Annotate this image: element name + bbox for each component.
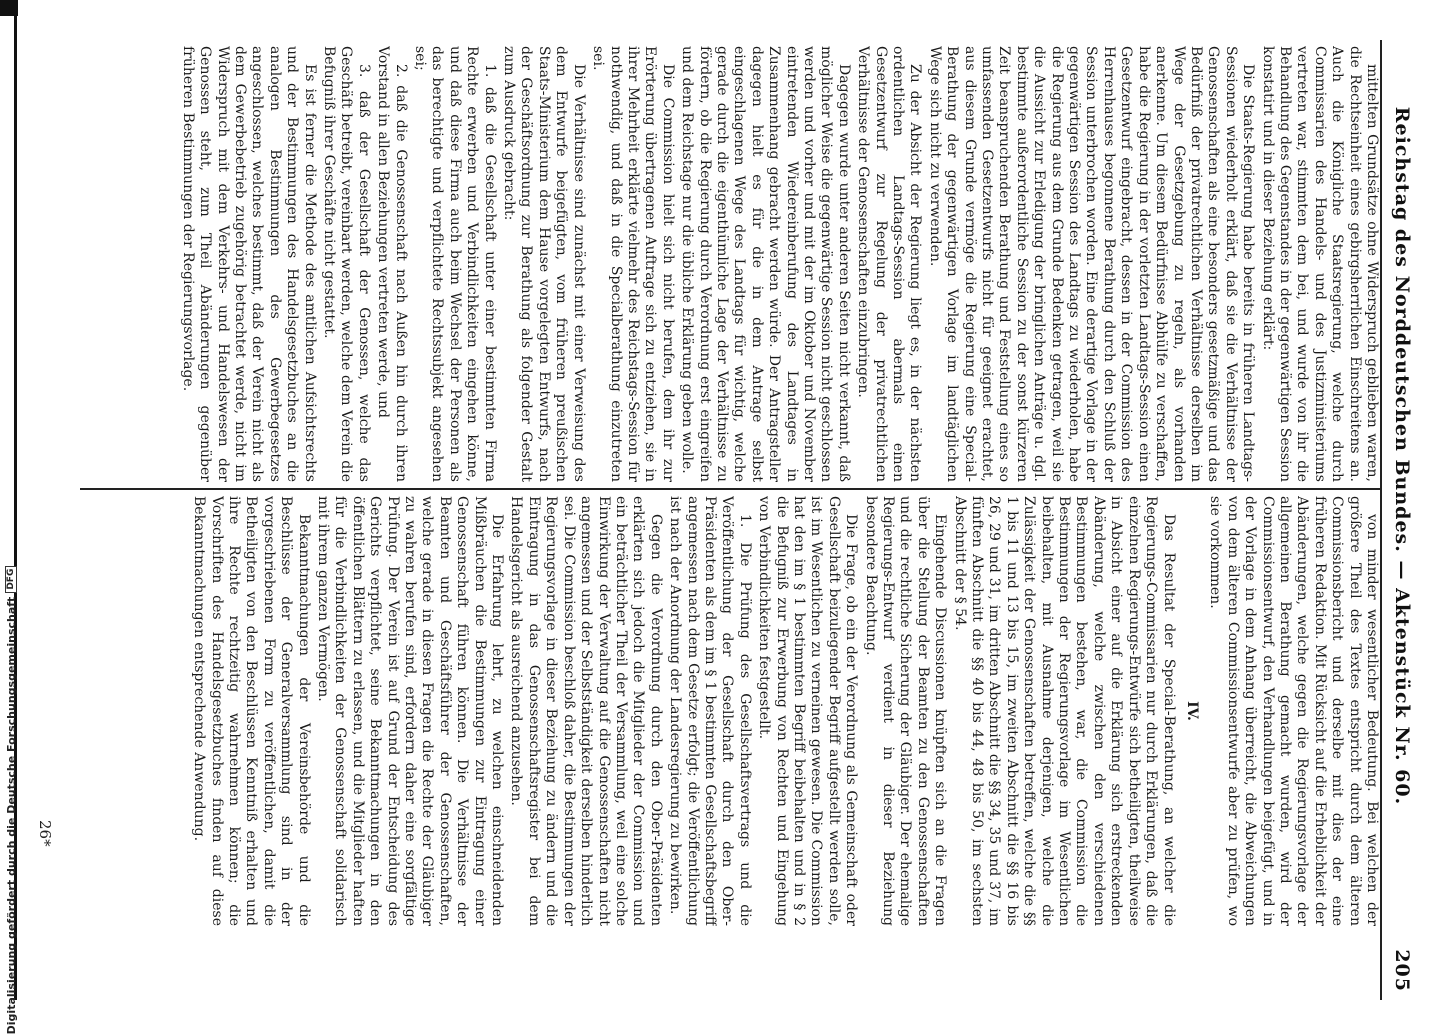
paragraph: Die Staats-Regierung habe bereits in früheren Landtags-Sessionen wiederholt erklärt, daß sie die Verhältnisse der Genossenschaften als eine besonders gesetzmäßige und das Bedürfniß der privatrechtlichen Verhältnisse derselben im Wege der Gesetzgebung zu regeln, als vorhanden anerkenne. Um diesem Bedürfnisse Abhülfe zu verschaffen, habe die Regierung in der vorletzten Landtags-Session einen Gesetzentwurf eingebracht, dessen in der Commission des Herrenhauses begonnene Berathung durch den Schluß der Session unterbrochen worden. Eine derartige Vorlage in der gegenwärtigen Session des Landtags zu wiederholen, habe die Regierung aus dem Grunde Bedenken getragen, weil sie die Aussicht zur Erledigung der bringlichen Anträge u. dgl. bestimmte außerordentliche Session zu der sonst kürzeren Zeit beanspruchenden Berathung und Feststellung eines so umfassenden Gesetzentwurfs nicht für geeignet erachtet, aus diesem Grunde vermöge die Regierung eine Special-Berathung der gegenwärtigen Vorlage im landtäglichen Wege sich nicht zu verwenden. [926,46,1257,482]
paragraph: Die Erfahrung lehrt, zu welchen einschneidenden Mißbräuchen die Bestimmungen zur Eintragung einer Genossenschaft führen können. Die Verhältnisse der Beamten und Geschäftsführer der Genossenschaften, welche gerade in diesen Fragen die Rechte der Gläubiger zu wahren berufen sind, erfordern daher eine sorgfältige Prüfung. Der Verein ist auf Grund der Entscheidung des Gerichts verpflichtet, seine Bekanntmachungen in den öffentlichen Blättern zu erlassen, und die Mitglieder haften für die Verbindlichkeiten der Genossenschaft solidarisch mit ihrem ganzen Vermögen. [315,496,506,926]
text-column-right [84,496,1380,926]
list-item: 2. daß die Genossenschaft nach Außen hin durch ihren Vorstand in allen Beziehungen vertreten werde, und [375,46,409,482]
page-number: 205 [1391,949,1413,992]
paragraph: Die Commission hielt sich nicht berufen, dem ihr zur Erörterung übertragenen Auftrage sich zu entziehen, sie in ihrer Mehrheit erklärte vielmehr des Reichstags-Session für nothwendig, und daß in die Specialberathung einzutreten sei. [590,46,676,482]
paragraph: Das Resultat der Special-Berathung, an welcher die Regierungs-Commissarien nur durch Erklärungen, daß die einzelnen Regierungs-Entwürfe sich betheiligten, theilweise in Absicht einer auf die Erklärung sich erstreckenden Abänderung, welche zwischen den verschiedenen Bestimmungen bestehen, war, die Commission die Bestimmungen der Regierungsvorlage im Wesentlichen beibehalten, mit Ausnahme derjenigen, welche die Zulässigkeit der Genossenschaften betreffen, welche die §§ 1 bis 11 und 13 bis 15, im zweiten Abschnitt die §§ 16 bis 26, 29 und 31, im dritten Abschnitt die §§ 34, 35 und 37, im fünften Abschnitt die §§ 40 bis 44, 48 bis 50, im sechsten Abschnitt der § 54. [951,496,1177,926]
list-item: 1. Die Prüfung des Gesellschaftsvertrags und die Veröffentlichung der Gesellschaft durch den Ober-Präsidenten als dem im § 1 bestimmten Gesellschaftsbegriff angemessen nach dem Gesetze erfolgt; die Veröffentlichung ist nach der Anordnung der Landesregierung zu bewirken. [667,496,753,926]
paragraph: Die Verhältnisse sind zunächst mit einer Verweisung des dem Entwurfe beigefügten, vom früheren preußischen Staats-Ministerium dem Hause vorgelegten Entwurfs, nach der Geschäftsordnung zur Berathung als folgender Gestalt zum Ausdruck gebracht: [501,46,587,482]
text-column-left [84,46,1380,482]
header-rule [1380,40,1382,1000]
paragraph: Gegen die Verordnung durch den Ober-Präsidenten erklärten sich jedoch die Mitglieder der Commission und ein beträchtlicher Theil der Versammlung, weil eine solche Einwirkung der Verwaltung auf die Genossenschaften nicht angemessen und der Selbstständigkeit derselben hinderlich sei. Die Commission beschloß daher, die Bestimmungen der Regierungsvorlage in dieser Beziehung zu ändern und die Eintragung in das Genossenschaftsregister bei dem Handelsgericht als ausreichend anzusehen. [508,496,664,926]
running-head [1386,0,1418,1000]
digitization-credit [0,568,22,1034]
paragraph: mittelten Grundsätze ohne Widerspruch geblieben waren, die Rechtseinheit eines gebirgsherrlichen Einschreitens an. Auch die Königliche Staatsregierung, welche durch Commissarien des Handels- und des Justizministeriums vertreten war, stimmten dem bei, und wurde von ihr die Behandlung des Gegenstandes in der gegenwärtigen Session konstatirt und in dieser Beziehung erklärt: [1259,46,1380,482]
running-head-title: Reichstag des Norddeutschen Bundes. — Aktenstück Nr. 60. [1391,106,1413,806]
text-column-left-body [84,46,1380,482]
paragraph: Bekanntmachungen der Vereinsbehörde und die Beschlüsse der Generalversammlung sind in der vorgeschriebenen Form zu veröffentlichen, damit die Betheiligten von den Beschlüssen Kenntniß erhalten und ihre Rechte rechtzeitig wahrnehmen können; die Vorschriften des Handelsgesetzbuches finden auf diese Bekanntmachungen entsprechende Anwendung. [191,496,312,926]
signature-mark-text: 26* [36,820,54,847]
paragraph: von minder wesentlicher Bedeutung. Bei welchen der größere Theil des Textes entspricht durch dem älteren Commissionsbericht und derselbe mit dies der eine früheren Redaktion. Mit Rücksicht auf die Erheblichkeit der Abänderungen, welche gegen die Regierungsvorlage der allgemeinen Berathung gemacht wurden, wird der Commissionsentwurf, den Verhandlungen beigefügt, und in der Vorlage in dem Anhang überreicht, die Abweichungen von dem älteren Commissionsentwurfe aber zu prüfen, wo sie vorkommen. [1207,496,1380,926]
paragraph: Die Frage, ob ein der Verordnung als Gemeinschaft oder Gesellschaft beizulegender Begriff aufgestellt werden solle, ist im Wesentlichen zu verneinen gewesen. Die Commission hat den im § 1 bestimmten Begriff beibehalten und in § 2 die Befugniß zur Erwerbung von Rechten und Eingehung von Verbindlichkeiten festgestellt. [756,496,860,926]
text-column-right-body [84,496,1380,926]
credit-text: Digitalisierung gefördert durch die Deutsche Forschungsgemeinschaft [4,596,18,1034]
list-item: 1. daß die Gesellschaft unter einer bestimmten Firma Rechte erwerben und Verbindlichkeiten eingehen könne, und daß diese Firma auch beim Wechsel der Personen als das berechtigte und verpflichtete Rechtssubjekt angesehen sei; [412,46,498,482]
dfg-logo-icon: DFG [5,566,17,593]
paragraph: Dagegen wurde unter anderen Seiten nicht verkannt, daß möglicher Weise die gegenwärtige Session nicht geschlossen werden und vorher und mit der im Oktober und November eintretenden Wiedereinberufung des Landtages in Zusammenhang gebracht werden würde. Der Antragsteller dagegen hielt es für die in dem Antrage selbst eingeschlagenen Wege des Landtags für wichtig, welche gerade durch die eigenthümliche Lage der Verhältnisse zu fördern, ob die Regierung durch Verordnung erst eingreifen und dem Reichstage nur die übliche Erklärung geben wolle. [679,46,852,482]
paragraph: Zu der Absicht der Regierung liegt es, in der nächsten ordentlichen Landtags-Session abermals einen Gesetzentwurf zur Regelung der privatrechtlichen Verhältnisse der Genossenschaften einzubringen. [855,46,924,482]
paragraph: Eingehende Discussionen knüpften sich an die Fragen über die Stellung der Beamten zu den Genossenschaften und die rechtliche Sicherung der Gläubiger. Der ehemalige Regierungs-Entwurf verdient in dieser Beziehung besondere Beachtung. [862,496,949,926]
column-divider [80,488,1380,490]
section-heading: IV. [1183,701,1200,721]
signature-mark [24,820,54,860]
list-item: 3. daß der Gesellschaft der Genossen, welche das Geschäft betreibt, vereinbart werden, welche dem Verein die Befugniß ihrer Geschäfte nicht gestattet. [321,46,372,482]
paragraph: Es ist ferner die Methode des amtlichen Aufsichtsrechts und der Bestimmungen des Handelsgesetzbuches an die analogen Bestimmungen des Gewerbegesetzes angeschlossen, welches bestimmt, daß der Verein nicht als dem Gewerbebetrieb zugehörig betrachtet werde, nicht im Widerspruch mit dem Verkehrs- und Handelswesen der Genossen steht, zum Theil Abänderungen gegenüber früheren Bestimmungen der Regierungsvorlage. [179,46,318,482]
